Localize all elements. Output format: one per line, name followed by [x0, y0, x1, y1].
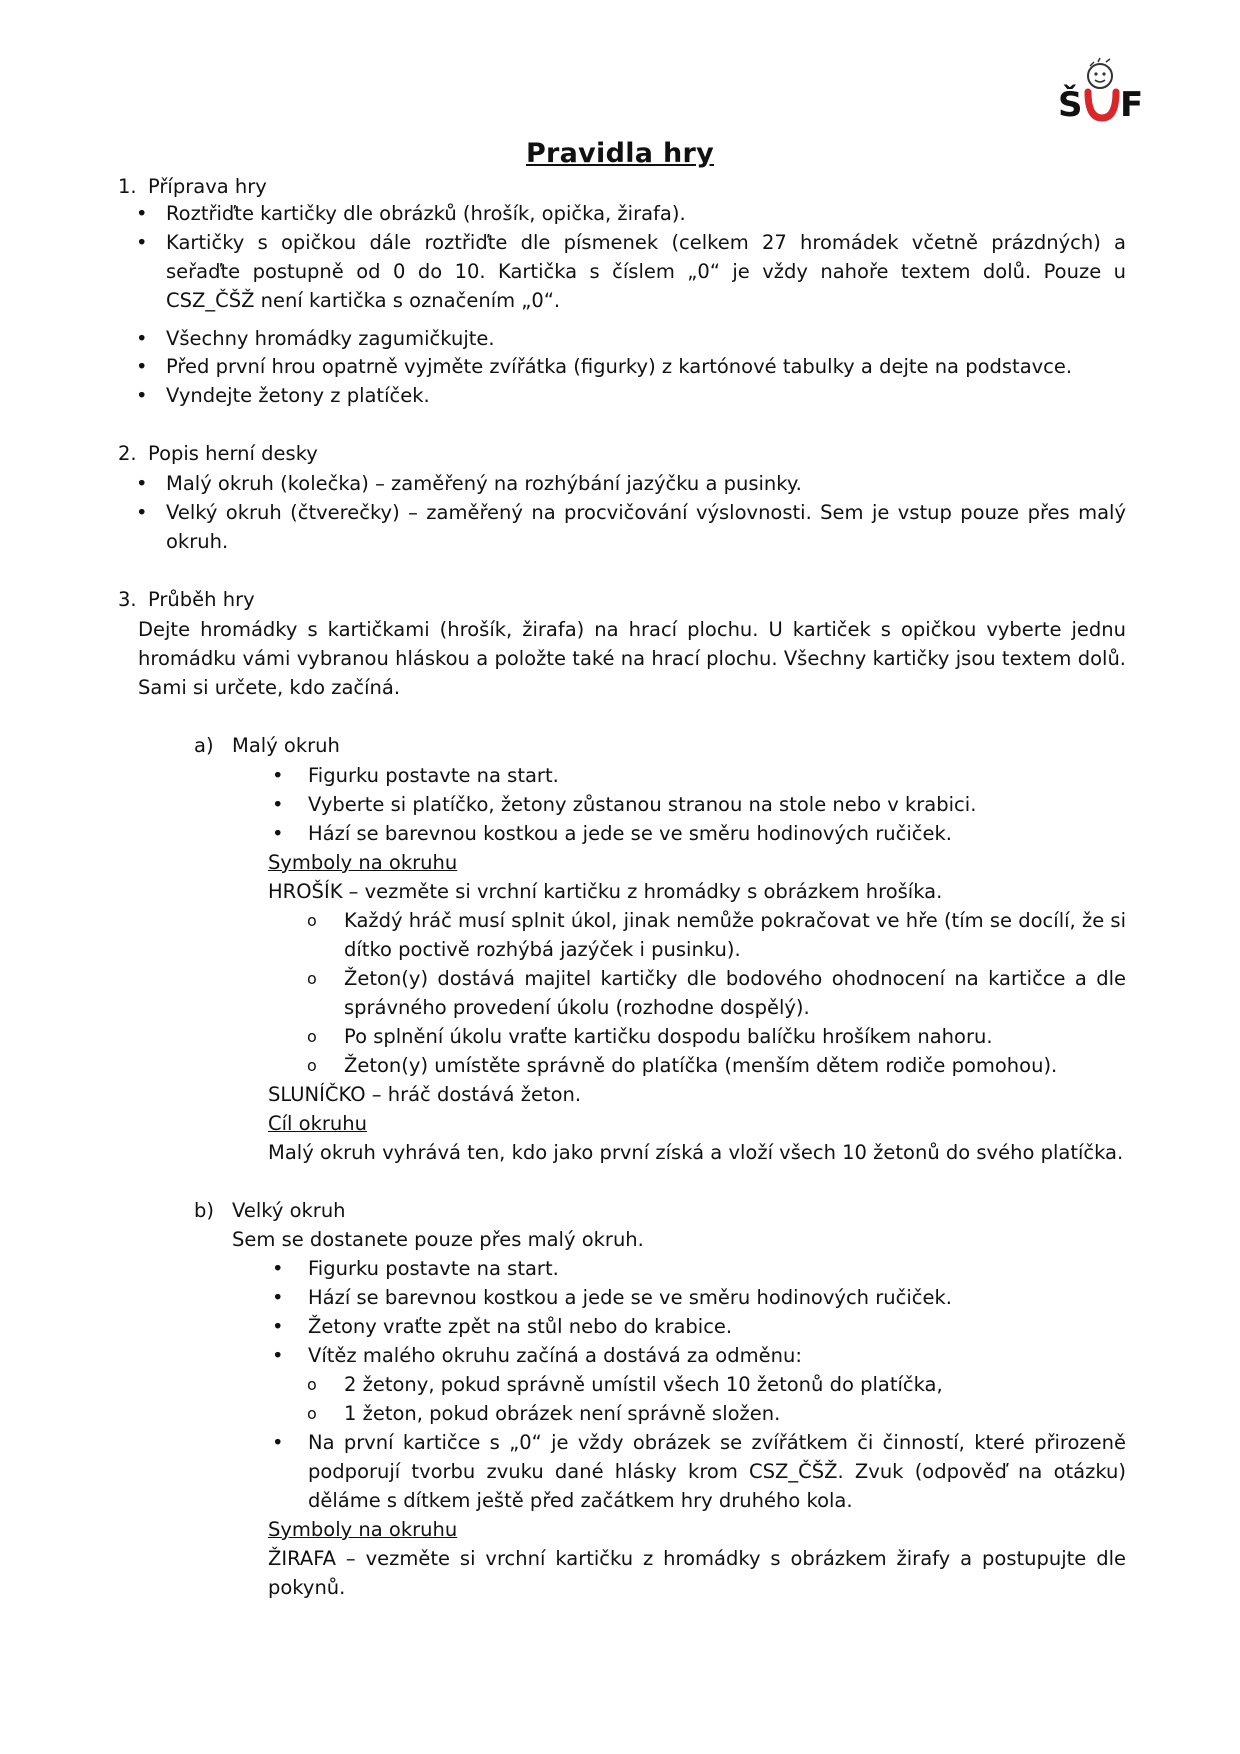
sub-list-item: Žeton(y) dostává majitel kartičky dle bodového ohodnocení na kartičce a dle	[344, 967, 1126, 990]
subsection-marker: a)	[194, 734, 214, 757]
sub-bullet-icon: o	[307, 1375, 317, 1394]
sub-list-item: dítko poctivě rozhýbá jazýček i pusinku).	[344, 938, 741, 961]
section-number: 3.	[118, 588, 137, 611]
list-item: podporují tvorbu zvuku dané hlásky krom CSZ_ČŠŽ. Zvuk (odpověď na otázku)	[308, 1460, 1126, 1483]
symbol-zirafa: ŽIRAFA – vezměte si vrchní kartičku z hromádky s obrázkem žirafy a postupujte dle	[268, 1547, 1126, 1570]
symbol-hrosik: HROŠÍK – vezměte si vrchní kartičku z hromádky s obrázkem hrošíka.	[268, 880, 943, 903]
bullet-icon: •	[272, 822, 284, 845]
sub-bullet-icon: o	[307, 1056, 317, 1075]
list-item: Roztřiďte kartičky dle obrázků (hrošík, opička, žirafa).	[166, 202, 686, 225]
list-item: děláme s dítkem ještě před začátkem hry druhého kola.	[308, 1489, 853, 1512]
sub-list-item: Každý hráč musí splnit úkol, jinak nemůže pokračovat ve hře (tím se docílí, že si	[344, 909, 1126, 932]
sub-bullet-icon: o	[307, 969, 317, 988]
sub-bullet-icon: o	[307, 1027, 317, 1046]
bullet-icon: •	[136, 231, 148, 254]
section-number: 2.	[118, 442, 137, 465]
bullet-icon: •	[136, 472, 148, 495]
svg-text:Š: Š	[1058, 85, 1083, 125]
bullet-icon: •	[136, 327, 148, 350]
bullet-icon: •	[136, 355, 148, 378]
bullet-icon: •	[136, 501, 148, 524]
symbol-slunicko: SLUNÍČKO – hráč dostává žeton.	[268, 1083, 582, 1106]
list-item: Před první hrou opatrně vyjměte zvířátka (figurky) z kartónové tabulky a dejte na podstavce.	[166, 355, 1073, 378]
paragraph: hromádku vámi vybranou hláskou a položte také na hrací plochu. Všechny kartičky jsou textem dolů.	[138, 647, 1126, 670]
bullet-icon: •	[136, 384, 148, 407]
symbols-heading: Symboly na okruhu	[268, 1518, 458, 1541]
list-item: Vítěz malého okruhu začíná a dostává za odměnu:	[308, 1344, 802, 1367]
paragraph: Sem se dostanete pouze přes malý okruh.	[232, 1228, 644, 1251]
paragraph: Sami si určete, kdo začíná.	[138, 676, 401, 699]
subsection-marker: b)	[194, 1199, 214, 1222]
list-item: Na první kartičce s „0“ je vždy obrázek se zvířátkem či činností, které přirozeně	[308, 1431, 1126, 1454]
list-item: Všechny hromádky zagumičkujte.	[166, 327, 495, 350]
sub-list-item: 1 žeton, pokud obrázek není správně složen.	[344, 1402, 781, 1425]
sub-list-item: správného provedení úkolu (rozhodne dospělý).	[344, 996, 810, 1019]
list-item: Malý okruh (kolečka) – zaměřený na rozhýbání jazýčku a pusinky.	[166, 472, 802, 495]
sub-list-item: Žeton(y) umístěte správně do platíčka (menším dětem rodiče pomohou).	[344, 1054, 1058, 1077]
paragraph: Dejte hromádky s kartičkami (hrošík, žirafa) na hrací plochu. U kartiček s opičkou vyberte jednu	[138, 618, 1126, 641]
bullet-icon: •	[272, 1286, 284, 1309]
bullet-icon: •	[272, 1344, 284, 1367]
list-item: Hází se barevnou kostkou a jede se ve směru hodinových ručiček.	[308, 1286, 952, 1309]
list-item: Figurku postavte na start.	[308, 1257, 559, 1280]
bullet-icon: •	[136, 202, 148, 225]
symbol-zirafa: pokynů.	[268, 1576, 346, 1599]
goal-heading: Cíl okruhu	[268, 1112, 367, 1135]
list-item: CSZ_ČŠŽ není kartička s označením „0“.	[166, 289, 561, 312]
page-title: Pravidla hry	[525, 138, 715, 169]
bullet-icon: •	[272, 1315, 284, 1338]
sub-list-item: 2 žetony, pokud správně umístil všech 10 žetonů do platíčka,	[344, 1373, 943, 1396]
subsection-heading: Malý okruh	[232, 734, 340, 757]
bullet-icon: •	[272, 1431, 284, 1454]
list-item: Kartičky s opičkou dále roztřiďte dle písmenek (celkem 27 hromádek včetně prázdných) a	[166, 231, 1126, 254]
symbols-heading: Symboly na okruhu	[268, 851, 458, 874]
list-item: Žetony vraťte zpět na stůl nebo do krabice.	[308, 1315, 733, 1338]
list-item: Velký okruh (čtverečky) – zaměřený na procvičování výslovnosti. Sem je vstup pouze přes malý	[166, 501, 1126, 524]
list-item: Vyberte si platíčko, žetony zůstanou stranou na stole nebo v krabici.	[308, 793, 977, 816]
section-heading: Příprava hry	[148, 175, 267, 198]
sub-list-item: Po splnění úkolu vraťte kartičku dospodu balíčku hrošíkem nahoru.	[344, 1025, 993, 1048]
list-item: Hází se barevnou kostkou a jede se ve směru hodinových ručiček.	[308, 822, 952, 845]
goal-text: Malý okruh vyhrává ten, kdo jako první získá a vloží všech 10 žetonů do svého platíčka.	[268, 1141, 1124, 1164]
list-item: okruh.	[166, 530, 229, 553]
bullet-icon: •	[272, 764, 284, 787]
suf-logo	[1052, 56, 1160, 126]
list-item: seřaďte postupně od 0 do 10. Kartička s číslem „0“ je vždy nahoře textem dolů. Pouze u	[166, 260, 1126, 283]
bullet-icon: •	[272, 793, 284, 816]
svg-text:F: F	[1120, 85, 1144, 125]
bullet-icon: •	[272, 1257, 284, 1280]
sub-bullet-icon: o	[307, 911, 317, 930]
section-heading: Popis herní desky	[148, 442, 318, 465]
list-item: Vyndejte žetony z platíček.	[166, 384, 430, 407]
section-heading: Průběh hry	[148, 588, 255, 611]
subsection-heading: Velký okruh	[232, 1199, 346, 1222]
sub-bullet-icon: o	[307, 1404, 317, 1423]
list-item: Figurku postavte na start.	[308, 764, 559, 787]
section-number: 1.	[118, 175, 137, 198]
